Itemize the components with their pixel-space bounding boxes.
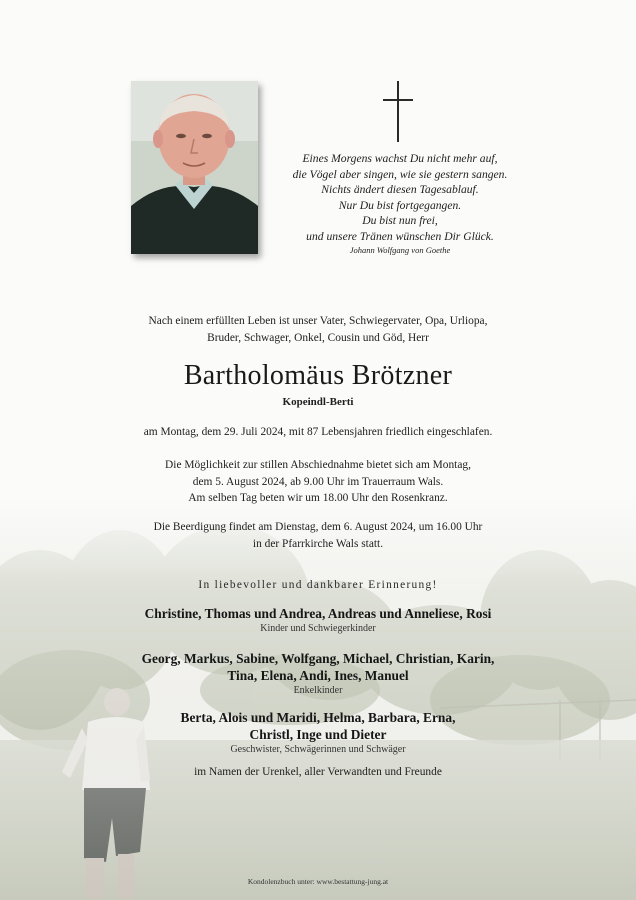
intro-line: Nach einem erfüllten Leben ist unser Vater, Schwiegervater, Opa, Urliopa,: [148, 315, 488, 327]
family-names: Christine, Thomas und Andrea, Andreas und Anneliese, Rosi: [144, 606, 492, 621]
family-group-grandchildren: [0, 650, 636, 697]
family-relation: Geschwister, Schwägerinnen und Schwäger: [230, 744, 406, 755]
condolence-link[interactable]: Kondolenzbuch unter: www.bestattung-jung.at: [247, 877, 389, 886]
deceased-name: Bartholomäus Brötzner: [183, 360, 453, 391]
funeral-info: [0, 519, 636, 552]
family-relation: Kinder und Schwiegerkinder: [260, 623, 376, 634]
family-names: Tina, Elena, Andi, Ines, Manuel: [227, 668, 409, 683]
family-relation: Enkelkinder: [293, 685, 343, 696]
funeral-line: in der Pfarrkirche Wals statt.: [252, 537, 384, 550]
poem-line: Nichts ändert diesen Tagesablauf.: [321, 183, 479, 197]
funeral-line: Die Beerdigung findet am Dienstag, dem 6. August 2024, um 16.00 Uhr: [153, 521, 483, 533]
intro-text: [0, 313, 636, 346]
poem-line: die Vögel aber singen, wie sie gestern sangen.: [292, 167, 508, 181]
family-group-siblings: [0, 709, 636, 756]
remembrance-heading: In liebevoller und dankbarer Erinnerung!: [198, 579, 438, 591]
intro-line: Bruder, Schwager, Onkel, Cousin und Göd, Herr: [207, 331, 429, 344]
cross-icon-vertical: [397, 81, 399, 142]
poem-line: Nur Du bist fortgegangen.: [338, 198, 462, 212]
great-grandchildren-line: im Namen der Urenkel, aller Verwandten und Freunde: [194, 766, 442, 778]
poem-line: Eines Morgens wachst Du nicht mehr auf,: [302, 152, 498, 165]
cross-icon-horizontal: [383, 99, 413, 101]
farewell-line: Die Möglichkeit zur stillen Abschiednahme bietet sich am Montag,: [165, 459, 471, 471]
deceased-nickname: Kopeindl-Berti: [282, 396, 354, 408]
portrait-photo: [131, 81, 258, 254]
family-group-children: [0, 605, 636, 635]
family-names: Christl, Inge und Dieter: [249, 727, 387, 742]
family-names: Georg, Markus, Sabine, Wolfgang, Michael, Christian, Karin,: [141, 651, 495, 666]
family-names: Berta, Alois und Maridi, Helma, Barbara, Erna,: [180, 710, 456, 725]
poem-author: Johann Wolfgang von Goethe: [349, 245, 451, 255]
farewell-info: [0, 457, 636, 507]
poem: [282, 151, 518, 245]
death-notice: am Montag, dem 29. Juli 2024, mit 87 Lebensjahren friedlich eingeschlafen.: [143, 426, 493, 438]
farewell-line: dem 5. August 2024, ab 9.00 Uhr im Trauerraum Wals.: [192, 475, 444, 488]
farewell-line: Am selben Tag beten wir um 18.00 Uhr den Rosenkranz.: [188, 492, 448, 505]
poem-line: Du bist nun frei,: [362, 214, 438, 228]
poem-line: und unsere Tränen wünschen Dir Glück.: [306, 229, 494, 243]
